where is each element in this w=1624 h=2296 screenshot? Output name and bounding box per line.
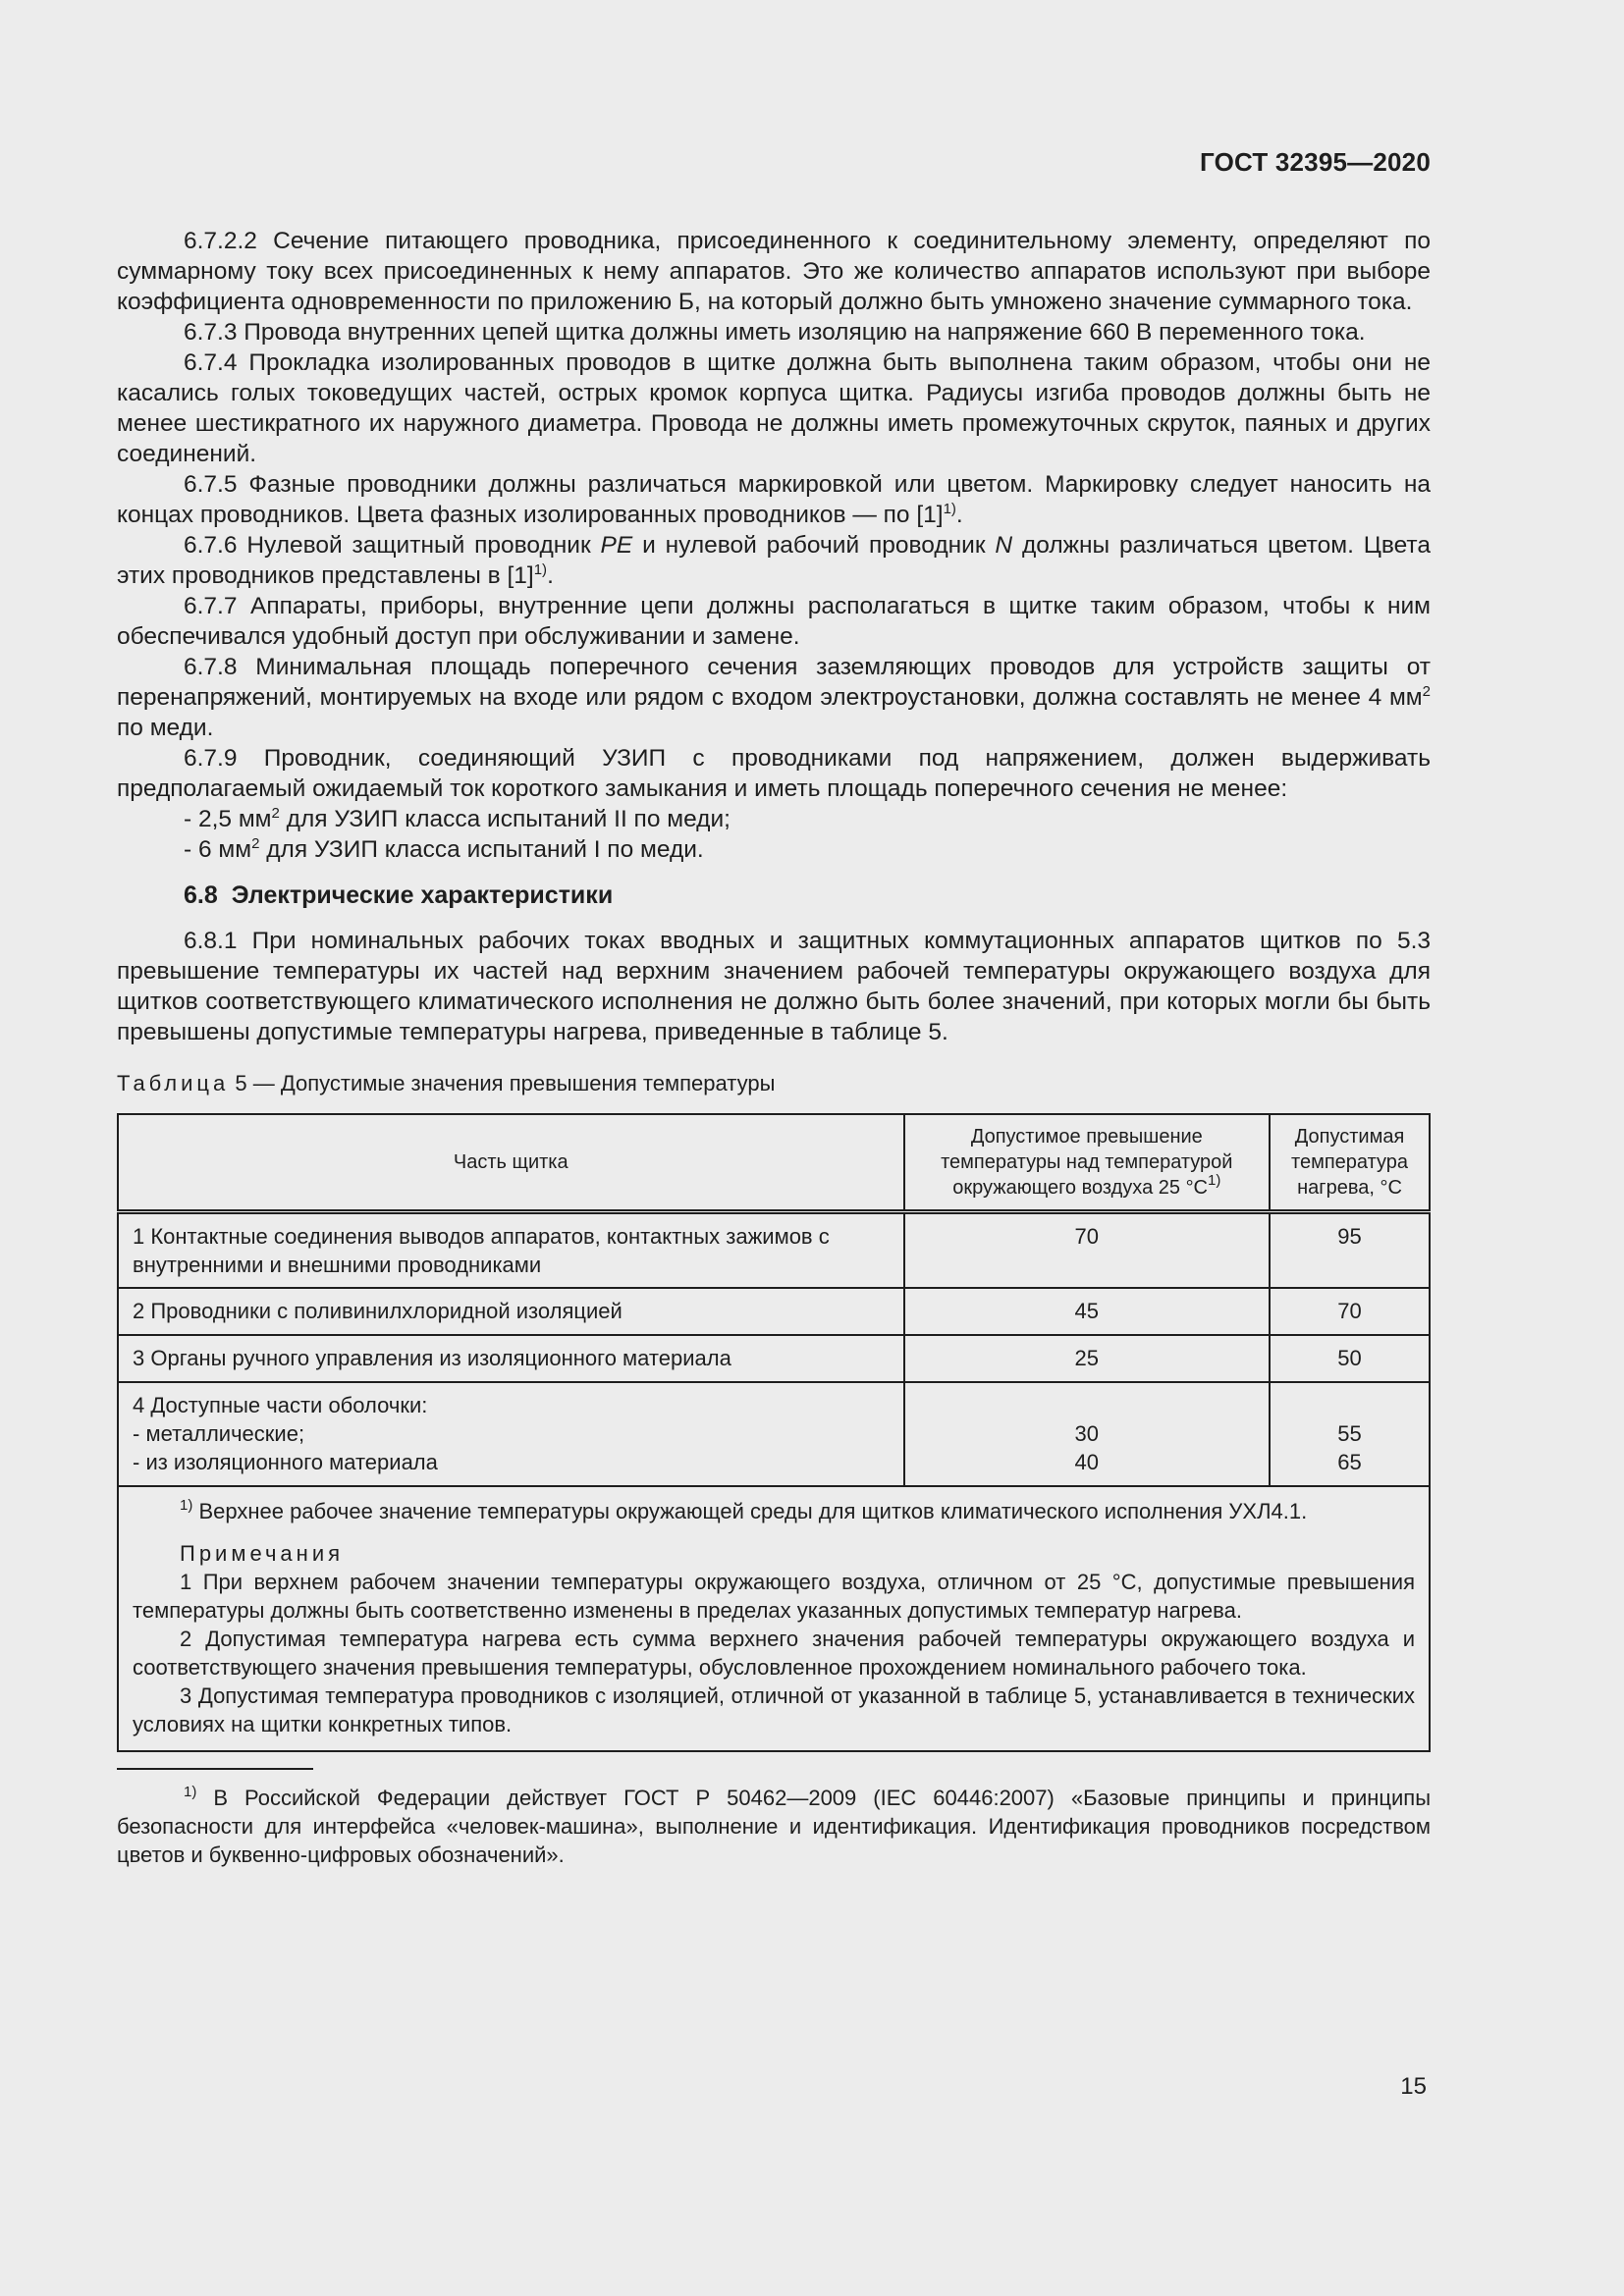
cell-part: 1 Контактные соединения выводов аппаратов, контактных зажимов с внутренними и внешними проводниками xyxy=(118,1212,904,1289)
header-part-text: Часть щитка xyxy=(453,1151,568,1173)
paragraph-text: 6.7.5 Фазные проводники должны различаться маркировкой или цветом. Маркировку следует наносить на концах проводников. Цвета фазных изолированных проводников — по [1] xyxy=(117,471,1431,528)
header-rise-text: Допустимое превышение температуры над температурой окружающего воздуха 25 °С xyxy=(941,1126,1233,1199)
notes-title xyxy=(133,1539,1415,1568)
paragraph-text: должны различаться цветом. Цвета этих проводников представлены в [1] xyxy=(117,532,1431,589)
paragraph-end: по меди. xyxy=(117,715,214,741)
list-item-text: - 6 мм xyxy=(184,836,252,863)
table-row xyxy=(118,1212,1430,1289)
document-header: ГОСТ 32395—2020 xyxy=(1200,147,1431,177)
paragraph-6-7-2-2: 6.7.2.2 Сечение питающего проводника, присоединенного к соединительному элементу, определяют по суммарному току всех присоединенных к нему аппаратов. Это же количество аппаратов используют при выборе коэффициента одновременности по приложению Б, на который должно быть умножено значение суммарного тока. xyxy=(117,228,1431,315)
row-subitem: - из изоляционного материала xyxy=(133,1450,438,1474)
table-row xyxy=(118,1288,1430,1335)
notes-title-text: Примечания xyxy=(180,1541,345,1566)
document-body xyxy=(117,226,1431,1869)
table-footnote-text: Верхнее рабочее значение температуры окружающей среды для щитков климатического исполнения УХЛ4.1. xyxy=(192,1499,1308,1523)
page-footnote xyxy=(117,1784,1431,1869)
footnote-separator xyxy=(117,1768,313,1770)
cell-temp: 95 xyxy=(1270,1212,1430,1289)
footnote-mark: 1) xyxy=(184,1784,197,1800)
header-rise xyxy=(904,1114,1270,1212)
section-title: Электрические характеристики xyxy=(231,881,614,909)
footnote-ref: 1) xyxy=(943,501,956,517)
footnote-mark: 1) xyxy=(180,1497,193,1514)
paragraph-text: и нулевой рабочий проводник xyxy=(632,532,996,559)
list-item-text: - 2,5 мм xyxy=(184,806,272,832)
paragraph-end: . xyxy=(547,562,554,589)
table-row xyxy=(118,1335,1430,1382)
note-item: 3 Допустимая температура проводников с изоляцией, отличной от указанной в таблице 5, устанавливается в технических условиях на щитки конкретных типов. xyxy=(133,1683,1415,1736)
paragraph-6-8-1: 6.8.1 При номинальных рабочих токах вводных и защитных коммутационных аппаратов щитков по 5.3 превышение температуры их частей над верхним значением рабочей температуры окружающего воздуха для щитков соответствующего климатического исполнения не должно быть более значений, при которых могли бы быть превышены допустимые температуры нагрева, приведенные в таблице 5. xyxy=(117,928,1431,1045)
paragraph-6-7-3: 6.7.3 Провода внутренних цепей щитка должны иметь изоляцию на напряжение 660 В переменного тока. xyxy=(184,319,1366,346)
note-item: 1 При верхнем рабочем значении температуры окружающего воздуха, отличном от 25 °С, допустимые превышения температуры должны быть соответственно изменены в пределах указанных допустимых температур нагрева. xyxy=(133,1570,1415,1623)
cell-rise: 70 xyxy=(904,1212,1270,1289)
temperature-table xyxy=(117,1113,1431,1752)
header-temp xyxy=(1270,1114,1430,1212)
footnote-ref: 1) xyxy=(1208,1172,1221,1189)
list-item xyxy=(117,804,1431,834)
cell-value: 40 xyxy=(1074,1450,1100,1474)
table-footnote xyxy=(133,1497,1415,1525)
cell-temp xyxy=(1270,1382,1430,1486)
paragraph-6-7-8 xyxy=(117,652,1431,743)
page-number: 15 xyxy=(1400,2073,1427,2100)
table-footer-row xyxy=(118,1486,1430,1751)
paragraph-end: . xyxy=(955,502,963,528)
cell-part: 2 Проводники с поливинилхлоридной изоляцией xyxy=(118,1288,904,1335)
paragraph-text: 6.7.6 Нулевой защитный проводник xyxy=(184,532,601,559)
list-item-text: для УЗИП класса испытаний II по меди; xyxy=(279,806,731,832)
paragraph-6-7-7: 6.7.7 Аппараты, приборы, внутренние цепи должны располагаться в щитке таким образом, чтобы к ним обеспечивался удобный доступ при обслуживании и замене. xyxy=(117,593,1431,650)
page-footnote-text: В Российской Федерации действует ГОСТ Р 50462—2009 (IEC 60446:2007) «Базовые принципы и принципы безопасности для интерфейса «человек-машина», выполнение и идентификация. Идентификация проводников посредством цветов и буквенно-цифровых обозначений». xyxy=(117,1786,1431,1867)
cell-temp: 70 xyxy=(1270,1288,1430,1335)
table-notes-cell xyxy=(118,1486,1430,1751)
footnote-ref: 1) xyxy=(533,561,548,578)
cell-part xyxy=(118,1382,904,1486)
table-row xyxy=(118,1382,1430,1486)
cell-value: 65 xyxy=(1337,1450,1362,1474)
paragraph-6-7-5 xyxy=(117,469,1431,530)
section-heading-6-8 xyxy=(117,881,1431,910)
cell-value: 30 xyxy=(1074,1421,1100,1446)
cell-rise: 25 xyxy=(904,1335,1270,1382)
superscript: 2 xyxy=(271,805,280,822)
cell-rise xyxy=(904,1382,1270,1486)
header-part xyxy=(118,1114,904,1212)
cell-rise: 45 xyxy=(904,1288,1270,1335)
cell-temp: 50 xyxy=(1270,1335,1430,1382)
cell-value: 55 xyxy=(1337,1421,1362,1446)
row-subitem: - металлические; xyxy=(133,1421,305,1446)
superscript: 2 xyxy=(251,835,260,852)
list-item-text: для УЗИП класса испытаний I по меди. xyxy=(259,836,704,863)
paragraph-6-7-4: 6.7.4 Прокладка изолированных проводов в щитке должна быть выполнена таким образом, чтобы они не касались голых токоведущих частей, острых кромок корпуса щитка. Радиусы изгиба проводов должны быть не менее шестикратного их наружного диаметра. Провода не должны иметь промежуточных скруток, паяных и других соединений. xyxy=(117,349,1431,467)
cell-part: 3 Органы ручного управления из изоляционного материала xyxy=(118,1335,904,1382)
table-caption xyxy=(117,1071,1431,1096)
paragraph-text: 6.7.8 Минимальная площадь поперечного сечения заземляющих проводов для устройств защиты от перенапряжений, монтируемых на входе или рядом с входом электроустановки, должна составлять не менее 4 мм xyxy=(117,654,1431,711)
header-temp-text: Допустимая температура нагрева, °С xyxy=(1291,1126,1408,1199)
paragraph-6-7-9: 6.7.9 Проводник, соединяющий УЗИП с проводниками под напряжением, должен выдерживать предполагаемый ожидаемый ток короткого замыкания и иметь площадь поперечного сечения не менее: xyxy=(117,745,1431,802)
paragraph-6-7-6 xyxy=(117,530,1431,591)
table-caption-text: 5 — Допустимые значения превышения температуры xyxy=(235,1071,776,1095)
row-title: 4 Доступные части оболочки: xyxy=(133,1393,428,1417)
superscript: 2 xyxy=(1422,683,1431,700)
n-symbol: N xyxy=(995,532,1013,559)
section-number: 6.8 xyxy=(184,881,218,909)
table-header-row xyxy=(118,1114,1430,1212)
table-caption-word: Таблица xyxy=(117,1071,230,1095)
pe-symbol: PE xyxy=(600,532,633,559)
note-item: 2 Допустимая температура нагрева есть сумма верхнего значения рабочей температуры окружающего воздуха и соответствующего значения превышения температуры, обусловленное прохождением номинального рабочего тока. xyxy=(133,1627,1415,1680)
list-item xyxy=(117,834,1431,865)
